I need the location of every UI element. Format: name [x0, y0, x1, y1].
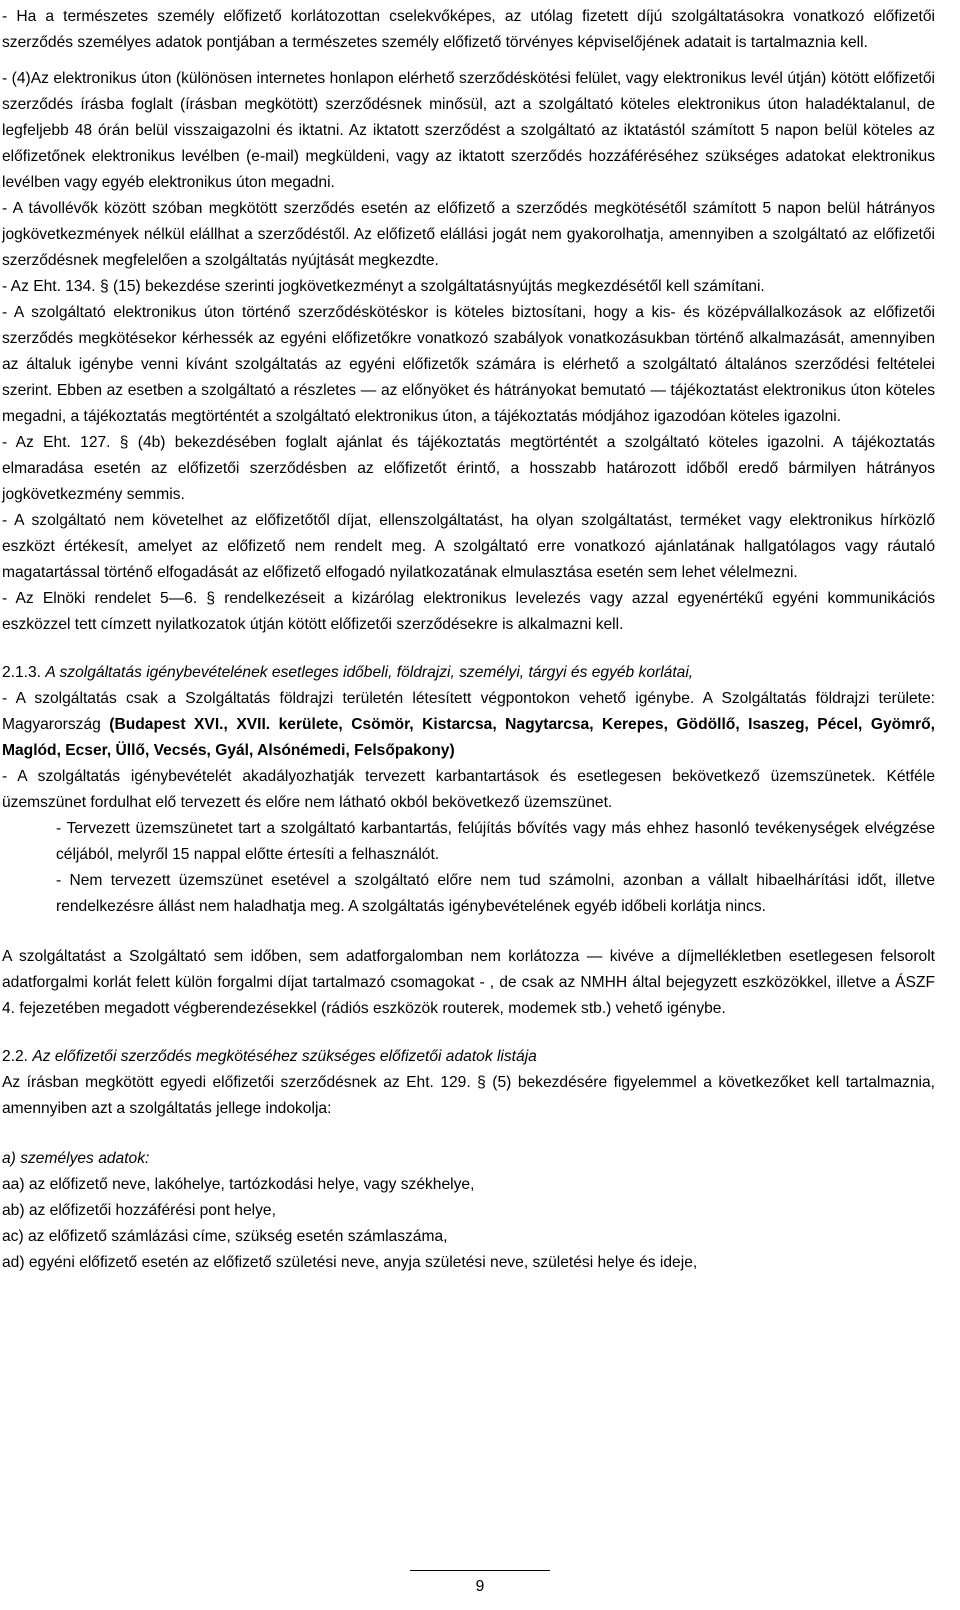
paragraph-eht-127: - Az Eht. 127. § (4b) bekezdésében foglalt ajánlat és tájékoztatás megtörténtét a szolgáltató köteles igazolni. A tájékoztatás elmaradása esetén az előfizetői szerződésben az előfizetőt érintő, a hosszabb határozott időből eredő bármilyen hátrányos jogkövetkezmény semmis. [2, 434, 935, 503]
paragraph-presidential-decree: - Az Elnöki rendelet 5—6. § rendelkezéseit a kizárólag elektronikus levelezés vagy azzal egyenértékű egyéni kommunikációs eszközzel tett címzett nyilatkozatok útján kötött előfizetői szerződésekre is alkalmazni kell. [2, 590, 935, 633]
section-number: 2.2. [2, 1048, 29, 1065]
list-item: aa) az előfizető neve, lakóhelye, tartózkodási helye, vagy székhelye, [2, 1176, 475, 1193]
paragraph-service-area [2, 686, 935, 764]
paragraph-required-data-intro: Az írásban megkötött egyedi előfizetői szerződésnek az Eht. 129. § (5) bekezdésére figyelemmel a következőket kell tartalmaznia, amennyiben azt a szolgáltatás jellege indokolja: [2, 1074, 935, 1117]
page-footer [0, 1570, 960, 1597]
paragraph-withdrawal: - A távollévők között szóban megkötött szerződés esetén az előfizető a szerződés megkötésétől számított 5 napon belül hátrányos jogkövetkezmények nélkül elállhat a szerződéstől. Az előfizető elállási jogát nem gyakorolhatja, amennyiben a szolgáltató az előfizetői szerződésnek megfelelően a szolgáltatás nyújtását megkezdte. [2, 200, 935, 269]
section-heading-2-1-3 [2, 660, 935, 686]
service-area-text: - A szolgáltatás csak a Szolgáltatás földrajzi területén létesített végpontokon vehető igénybe. A Szolgáltatás földrajzi területe: Magyarország [2, 690, 935, 733]
paragraph-interruptions: - A szolgáltatás igénybevételét akadályozhatják tervezett karbantartások és esetlegesen bekövetkező üzemszünetek. Kétféle üzemszünet fordulhat elő tervezett és előre nem látható okból bekövetkező üzemszünet. [2, 768, 935, 811]
paragraph-no-limit: A szolgáltatást a Szolgáltató sem időben, sem adatforgalomban nem korlátozza — kivéve a díjmellékletben esetlegesen felsorolt adatforgalmi korlát felett külön forgalmi díjat tartalmazó csomagokat - , de csak az NMHH által bejegyzett eszközökkel, illetve a ÁSZF 4. fejezetében megadott végberendezésekkel (rádiós eszközök routerek, modemek stb.) vehető igénybe. [2, 948, 935, 1017]
paragraph-unplanned-outage: - Nem tervezett üzemszünet esetével a szolgáltató előre nem tud számolni, azonban a vállalt hibaelhárítási időt, illetve rendelkezésre állást nem haladhatja meg. A szolgáltatás igénybevételének egyéb időbeli korlátja nincs. [56, 872, 935, 915]
section-heading-2-2 [2, 1044, 935, 1070]
list-item: ab) az előfizetői hozzáférési pont helye, [2, 1202, 276, 1219]
page-number: 9 [475, 1578, 485, 1595]
footer-divider [410, 1570, 550, 1571]
paragraph-minor-subscriber: - Ha a természetes személy előfizető korlátozottan cselekvőképes, az utólag fizetett díjú szolgáltatásokra vonatkozó előfizetői szerződés személyes adatok pontjában a természetes személy előfizető törvényes képviselőjének adatait is tartalmaznia kell. [2, 8, 935, 51]
personal-data-list-title: a) személyes adatok: [2, 1150, 150, 1167]
paragraph-electronic-contract: - (4)Az elektronikus úton (különösen internetes honlapon elérhető szerződéskötési felület, vagy elektronikus levél útján) kötött előfizetői szerződés írásba foglalt (írásban megkötött) szerződésnek minősül, azt a szolgáltató köteles elektronikus úton haladéktalanul, de legfeljebb 48 órán belül visszaigazolni és iktatni. Az iktatott szerződést a szolgáltató az iktatástól számított 5 napon belül köteles az előfizetőnek elektronikus levélben (e-mail) megküldeni, vagy az iktatott szerződés hozzáféréséhez szükséges adatokat elektronikus levélben vagy egyéb elektronikus úton megadni. [2, 70, 935, 191]
paragraph-sme-rules: - A szolgáltató elektronikus úton történő szerződéskötéskor is köteles biztosítani, hogy a kis- és középvállalkozások az előfizetői szerződés megkötésekor kérhessék az egyéni előfizetőkre vonatkozó szabályok vonatkozásukban történő alkalmazását, amennyiben az általuk igénybe venni kívánt szolgáltatás az egyéni előfizetők számára is elérhető a szolgáltató általános szerződési feltételei szerint. Ebben az esetben a szolgáltató a részletes — az előnyöket és hátrányokat bemutató — tájékoztatást elektronikus úton köteles megadni, a tájékoztatás megtörténtét a szolgáltató elektronikus úton, a tájékoztatás módjához igazodóan köteles igazolni. [2, 304, 935, 425]
section-number: 2.1.3. [2, 664, 42, 681]
list-item: ac) az előfizető számlázási címe, szükség esetén számlaszáma, [2, 1228, 448, 1245]
list-item: ad) egyéni előfizető esetén az előfizető születési neve, anyja születési neve, születési helye és ideje, [2, 1254, 698, 1271]
paragraph-planned-outage: - Tervezett üzemszünetet tart a szolgáltató karbantartás, felújítás bővítés vagy más ehhez hasonló tevékenységek elvégzése céljából, melyről 15 nappal előtte értesíti a felhasználót. [56, 820, 935, 863]
paragraph-eht-134: - Az Eht. 134. § (15) bekezdése szerinti jogkövetkezményt a szolgáltatásnyújtás megkezdésétől kell számítani. [2, 278, 765, 295]
paragraph-unordered-service: - A szolgáltató nem követelhet az előfizetőtől díjat, ellenszolgáltatást, ha olyan szolgáltatást, terméket vagy elektronikus hírközlő eszközt értékesít, amelyet az előfizető nem rendelt meg. A szolgáltató erre vonatkozó ajánlatának hallgatólagos vagy ráutaló magatartással történő elfogadását az előfizető elfogadó nyilatkozatának elmulasztása esetén sem lehet vélelmezni. [2, 512, 935, 581]
service-area-locations: (Budapest XVI., XVII. kerülete, Csömör, Kistarcsa, Nagytarcsa, Kerepes, Gödöllő, Isaszeg, Pécel, Gyömrő, Maglód, Ecser, Üllő, Vecsés, Gyál, Alsónémedi, Felsőpakony) [2, 716, 935, 759]
section-title: Az előfizetői szerződés megkötéséhez szükséges előfizetői adatok listája [32, 1048, 537, 1065]
section-title: A szolgáltatás igénybevételének esetleges időbeli, földrajzi, személyi, tárgyi és egyéb korlátai, [45, 664, 694, 681]
